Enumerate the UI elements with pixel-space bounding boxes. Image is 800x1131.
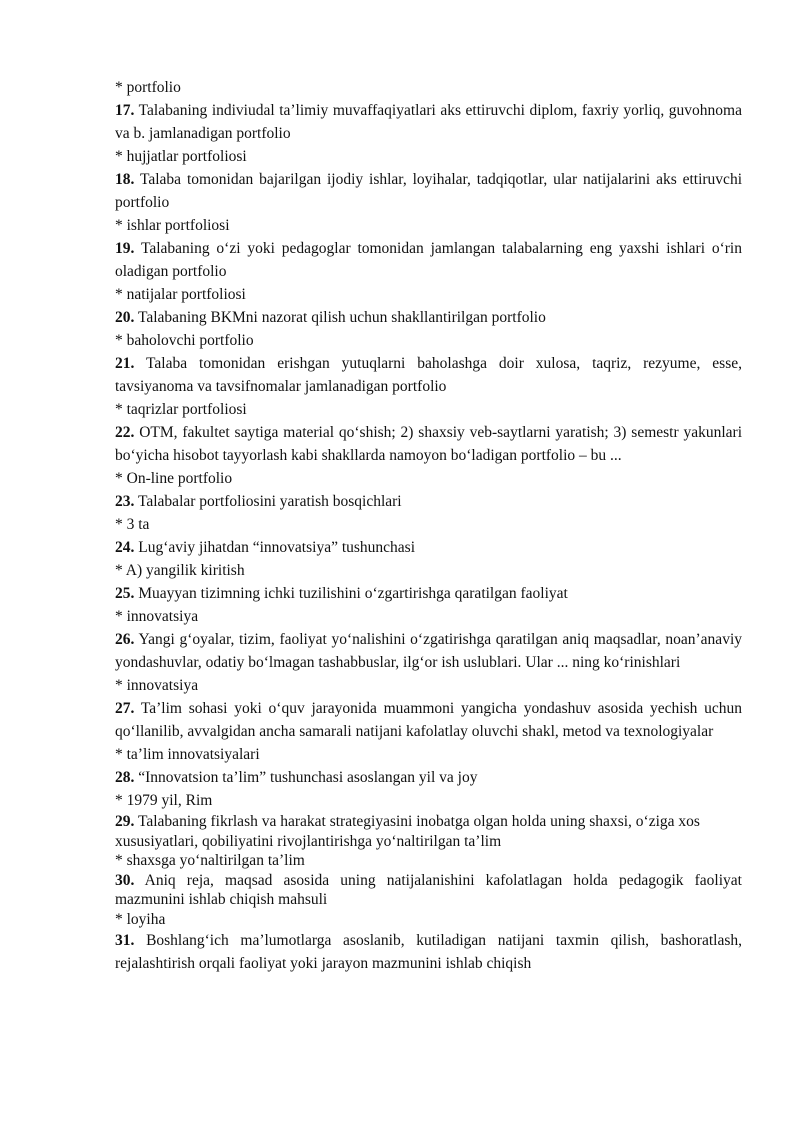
question-23 <box>115 490 742 513</box>
question-text: Ta’lim sohasi yoki o‘quv jarayonida muammoni yangicha yondashuv asosida yechish uchun qo‘llanilib, avvalgidan ancha samarali natijani kafolatlay oluvchi shakl, metod va texnologiyalar <box>115 700 742 740</box>
question-text: Lug‘aviy jihatdan “innovatsiya” tushunchasi <box>138 539 416 556</box>
answer-23: * 3 ta <box>115 516 150 533</box>
question-29 <box>115 812 742 851</box>
answer-24: * A) yangilik kiritish <box>115 562 245 579</box>
document-page <box>115 76 742 975</box>
question-number: 28. <box>115 769 135 786</box>
question-number: 24. <box>115 539 135 556</box>
answer-19: * natijalar portfoliosi <box>115 286 246 303</box>
question-24 <box>115 536 742 559</box>
question-number: 29. <box>115 813 135 830</box>
question-number: 23. <box>115 493 135 510</box>
answer-18: * ishlar portfoliosi <box>115 217 230 234</box>
question-number: 25. <box>115 585 135 602</box>
question-text: Aniq reja, maqsad asosida uning natijalanishini kafolatlagan holda pedagogik faoliyat mazmunini ishlab chiqish mahsuli <box>115 871 742 908</box>
question-text: Talaba tomonidan bajarilgan ijodiy ishlar, loyihalar, tadqiqotlar, ular natijalarini aks ettiruvchi portfolio <box>115 171 742 211</box>
question-number: 26. <box>115 631 135 648</box>
question-number: 31. <box>115 932 135 949</box>
question-30 <box>115 871 742 910</box>
answer-21: * taqrizlar portfoliosi <box>115 401 247 418</box>
question-text: Boshlang‘ich ma’lumotlarga asoslanib, kutiladigan natijani taxmin qilish, bashoratlash, rejalashtirish orqali faoliyat yoki jarayon mazmunini ishlab chiqish <box>115 932 742 972</box>
answer-22: * On-line portfolio <box>115 470 233 487</box>
question-text: Muayyan tizimning ichki tuzilishini o‘zgartirishga qaratilgan faoliyat <box>138 585 568 602</box>
question-21 <box>115 352 742 398</box>
answer-28: * 1979 yil, Rim <box>115 792 213 809</box>
question-number: 22. <box>115 424 135 441</box>
question-text: Yangi g‘oyalar, tizim, faoliyat yo‘nalishini o‘zgatirishga qaratilgan aniq maqsadlar, noan’anaviy yondashuvlar, odatiy bo‘lmagan tashabbuslar, ilg‘or ish uslublari. Ular ... ning ko‘rinishlari <box>115 631 742 671</box>
question-number: 20. <box>115 309 135 326</box>
question-number: 18. <box>115 171 135 188</box>
question-number: 30. <box>115 871 135 889</box>
answer-29: * shaxsga yo‘naltirilgan ta’lim <box>115 852 305 869</box>
answer-16: * portfolio <box>115 79 181 96</box>
question-26 <box>115 628 742 674</box>
question-text: Talabaning o‘zi yoki pedagoglar tomonidan jamlangan talabalarning eng yaxshi ishlari o‘rin oladigan portfolio <box>115 240 742 280</box>
question-text: Talaba tomonidan erishgan yutuqlarni baholashga doir xulosa, taqriz, rezyume, esse, tavsiyanoma va tavsifnomalar jamlanadigan portfolio <box>115 355 742 395</box>
question-27 <box>115 697 742 743</box>
answer-20: * baholovchi portfolio <box>115 332 254 349</box>
question-22 <box>115 421 742 467</box>
answer-26: * innovatsiya <box>115 677 199 694</box>
question-text: Talabaning BKMni nazorat qilish uchun shakllantirilgan portfolio <box>137 309 546 326</box>
question-number: 17. <box>115 102 135 119</box>
question-28 <box>115 766 742 789</box>
question-text: Talabaning fikrlash va harakat strategiyasini inobatga olgan holda uning shaxsi, o‘ziga xos xususiyatlari, qobiliyatini rivojlantirishga yo‘naltirilgan ta’lim <box>115 813 700 850</box>
question-17 <box>115 99 742 145</box>
question-text: “Innovatsion ta’lim” tushunchasi asoslangan yil va joy <box>138 769 478 786</box>
question-text: Talabalar portfoliosini yaratish bosqichlari <box>137 493 402 510</box>
question-number: 19. <box>115 240 135 257</box>
question-text: Talabaning indiviudal ta’limiy muvaffaqiyatlari aks ettiruvchi diplom, faxriy yorliq, guvohnoma va b. jamlanadigan portfolio <box>115 102 742 142</box>
question-25 <box>115 582 742 605</box>
question-number: 27. <box>115 700 135 717</box>
question-number: 21. <box>115 355 135 372</box>
answer-25: * innovatsiya <box>115 608 199 625</box>
question-31 <box>115 929 742 975</box>
answer-27: * ta’lim innovatsiyalari <box>115 746 260 763</box>
answer-30: * loyiha <box>115 910 166 928</box>
answer-17: * hujjatlar portfoliosi <box>115 148 247 165</box>
question-18 <box>115 168 742 214</box>
question-20 <box>115 306 742 329</box>
question-text: OTM, fakultet saytiga material qo‘shish; 2) shaxsiy veb-saytlarni yaratish; 3) semestr yakunlari bo‘yicha hisobot tayyorlash kabi shakllarda namoyon bo‘ladigan portfolio – bu ... <box>115 424 743 464</box>
question-19 <box>115 237 742 283</box>
